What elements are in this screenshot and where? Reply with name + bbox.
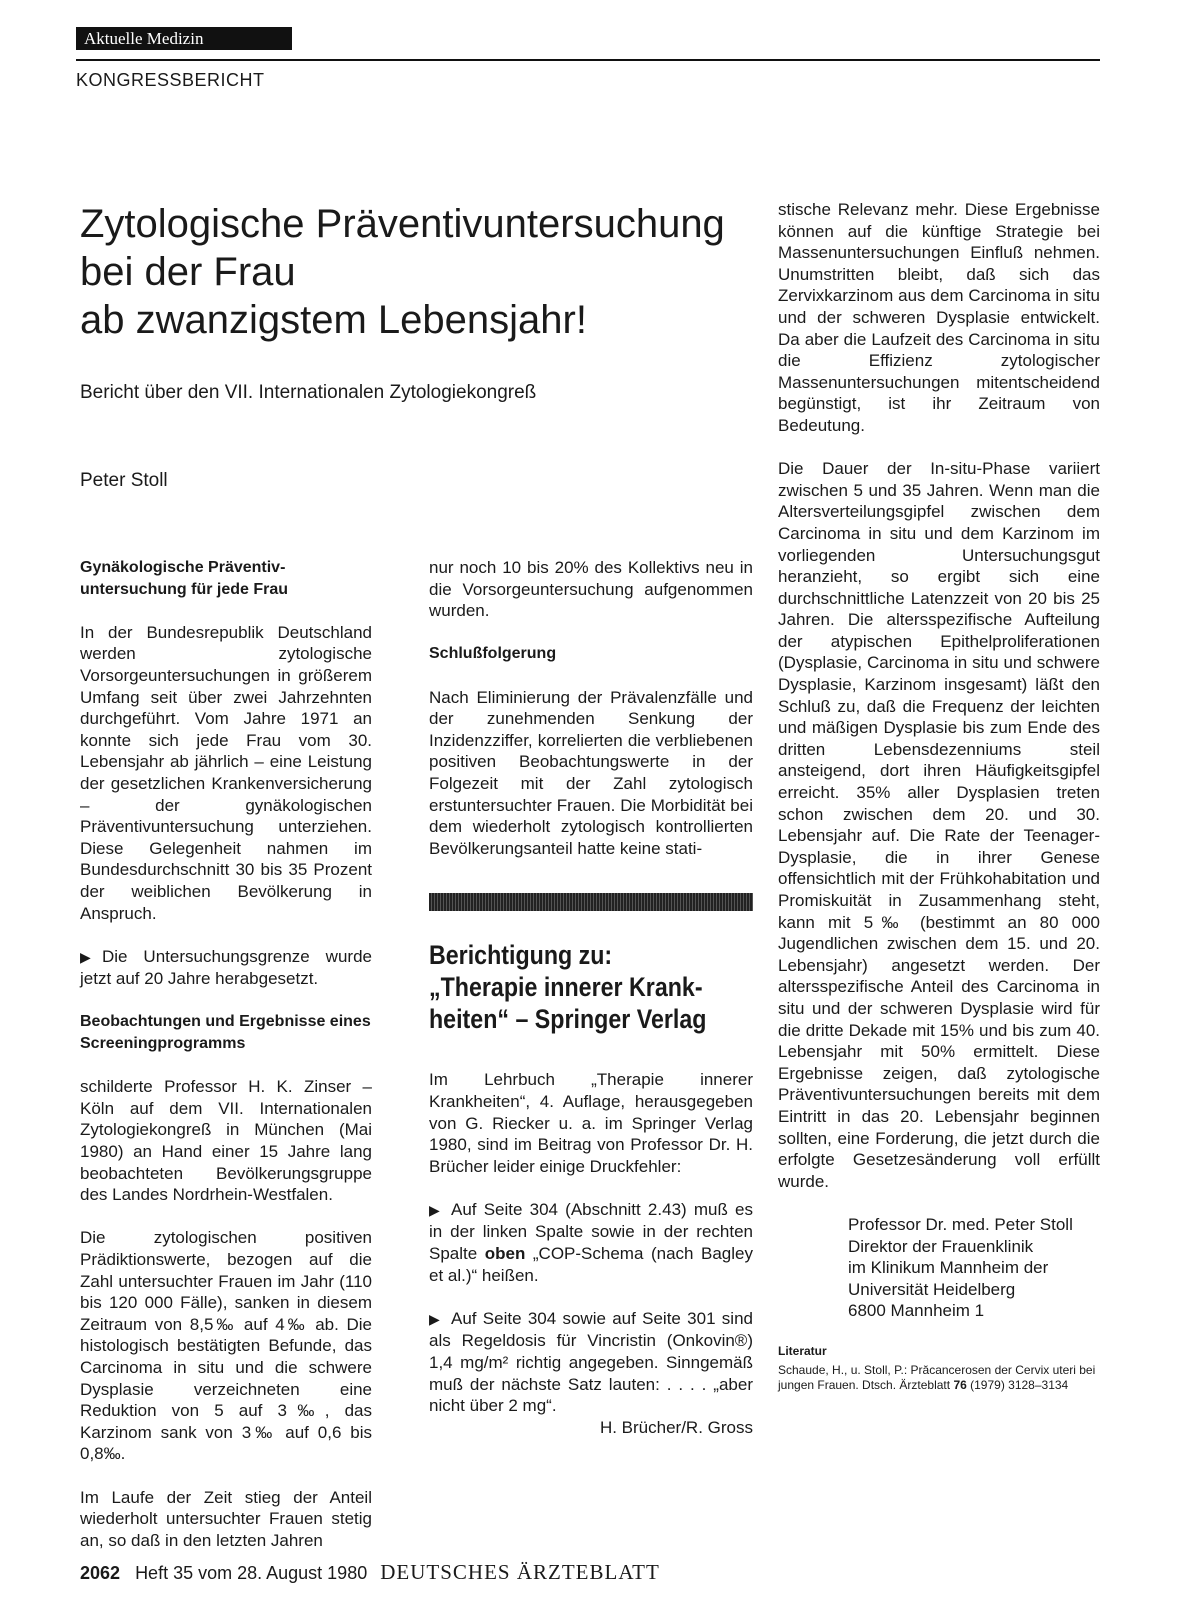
paragraph-text: Auf Seite 304 sowie auf Seite 301 sind als Regeldosis für Vincristin (Onkovin®) 1,4 mg/m² richtig angegeben. Sinngemäß muß der nächste Satz lauten: . . . . „aber nicht über 2 mg“. (429, 1308, 753, 1416)
paragraph-text: Die Untersuchungsgrenze wurde jetzt auf 20 Jahre herabgesetzt. (80, 946, 372, 989)
paragraph: schilderte Professor H. K. Zinser – Köln auf dem VII. Internationalen Zytologiekongreß in München (Mai 1980) an Hand einer 15 Jahre lang beobachteten Bevölkerungsgruppe des Landes Nordrhein-Westfalen. (80, 1077, 372, 1205)
section-tag: Aktuelle Medizin (76, 27, 292, 50)
paragraph: In der Bundesrepublik Deutschland werden zytologische Vorsorgeuntersuchungen in größerem Umfang seit über zwei Jahrzehnten durchgeführt. Vom Jahre 1971 an konnte sich jede Frau vom 30. Lebensjahr ab jährlich – eine Leistung der gesetzlichen Krankenversicherung – der gynäkologischen Präventivuntersuchung unterziehen. Diese Gelegenheit nahmen im Bundesdurchschnitt 30 bis 35 Prozent der weiblichen Bevölkerung in Anspruch. (80, 622, 372, 923)
issue-info: Heft 35 vom 28. August 1980 (135, 1563, 368, 1583)
kicker: KONGRESSBERICHT (76, 70, 265, 90)
triangle-bullet-icon: ▶ (429, 1201, 440, 1218)
title-line: ab zwanzigstem Lebensjahr! (80, 298, 587, 342)
section-heading: Beobachtungen und Ergebnisse eines Screeningprogramms (80, 1013, 371, 1053)
paragraph: Die Dauer der In-situ-Phase variiert zwischen 5 und 35 Jahren. Wenn man die Altersverteilungsgipfel zwischen dem Carcinoma in situ und dem Karzinom im vorliegenden Untersuchungsgut heranzieht, so ergibt sich eine durchschnittliche Latenzzeit von 20 bis 25 Jahren. Die altersspezifische Aufteilung der atypischen Epithelproliferationen (Dysplasie, Carcinoma in situ und schwere Dysplasie, Karzinom insgesamt) läßt den Schluß zu, daß die Frequenz der leichten und mäßigen Dysplasie bis zum Ende des dritten Lebensdezenniums steil ansteigend, dort ihren Häufigkeitsgipfel erreicht. 35% aller Dysplasien treten schon zwischen dem 20. und 30. Lebensjahr auf. Die Rate der Teenager-Dysplasie, die in ihrer Genese offensichtlich mit der Frühkohabitation und Promiskuität in Zusammenhang steht, kann mit 5‰ (bestimmt an 80 000 Jugendlichen zwischen dem 15. und 20. Lebensjahr) angesetzt werden. Der altersspezifische Anteil des Carcinoma in situ und der schweren Dysplasie wird für die dritte Dekade mit 15% und bis zum 40. Lebensjahr mit 50% ermittelt. Diese Ergebnisse zeigen, daß zytologische Präventivuntersuchungen bereits mit dem Eintritt in das 20. Lebensjahr beginnen sollten, eine Forderung, die jetzt durch die erfolgte Gesetzesänderung voll erfüllt wurde. (778, 459, 1100, 1191)
paragraph: Im Lehrbuch „Therapie innerer Krankheiten“, 4. Auflage, herausgegeben von G. Riecker u. a. im Springer Verlag 1980, sind im Beitrag von Professor Dr. H. Brücher leider einige Druckfehler: (429, 1070, 753, 1176)
literature-entry (778, 1363, 1100, 1393)
paragraph: Im Laufe der Zeit stieg der Anteil wiederholt untersuchter Frauen stetig an, so daß in den letzten Jahren (80, 1487, 372, 1550)
paragraph: nur noch 10 bis 20% des Kollektivs neu in die Vorsorgeuntersuchung aufgenommen wurden. (429, 558, 753, 621)
article-subtitle: Bericht über den VII. Internationalen Zytologiekongreß (80, 382, 537, 403)
correction-signature: H. Brücher/R. Gross (599, 1417, 753, 1437)
header-rule (76, 59, 1100, 61)
journal-name: DEUTSCHES ÄRZTEBLATT (380, 1560, 660, 1584)
correction-title-line: „Therapie innerer Krank- (429, 972, 703, 1003)
address-line: Direktor der Frauenklinik (848, 1236, 1034, 1256)
correction-title (429, 939, 753, 1035)
paragraph: stische Relevanz mehr. Diese Ergebnisse können auf die künftige Strategie bei Massenuntersuchungen Einfluß nehmen. Unumstritten bleibt, daß sich das Zervixkarzinom aus dem Carcinoma in situ und der schweren Dysplasie entwickelt. Da aber die Laufzeit des Carcinoma in situ die Effizienz zytologischer Massenuntersuchungen mitentscheidend begünstigt, ist ihr Zeitraum von Bedeutung. (778, 200, 1100, 435)
column-3 (778, 199, 1100, 1414)
paragraph-text: Auf Seite 304 (Abschnitt 2.43) muß es in der linken Spalte sowie in der rechten Spalte (429, 1199, 753, 1264)
article-title (80, 200, 770, 344)
paragraph (80, 946, 372, 990)
triangle-bullet-icon: ▶ (429, 1310, 440, 1327)
address-line: 6800 Mannheim 1 (848, 1301, 985, 1321)
section-heading: Gynäkologische Präventiv-untersuchung für jede Frau (80, 559, 289, 598)
page-number: 2062 (80, 1563, 121, 1583)
paragraph (429, 1308, 753, 1439)
literature-heading: Literatur (778, 1343, 827, 1358)
address-line: im Klinikum Mannheim der (848, 1258, 1049, 1278)
emphasis: oben (484, 1244, 526, 1264)
literature-text: Schaude, H., u. Stoll, P.: Prăcancerosen der Cervix uteri bei jungen Frauen. Dtsch. Ärzteblatt (778, 1362, 1096, 1392)
literature-volume: 76 (953, 1377, 967, 1392)
correction-title-line: heiten“ – Springer Verlag (429, 1004, 707, 1035)
title-line: Zytologische Präventivuntersuchung (80, 202, 725, 246)
section-heading: Schlußfolgerung (429, 645, 557, 663)
literature-text: (1979) 3128–3134 (966, 1377, 1069, 1392)
author-address (848, 1214, 1100, 1322)
paragraph-text: „COP-Schema (nach Bagley et al.)“ heißen. (429, 1244, 753, 1285)
title-line: bei der Frau (80, 250, 296, 294)
correction-title-line: Berichtigung zu: (429, 940, 613, 971)
triangle-bullet-icon: ▶ (80, 948, 91, 965)
article-author: Peter Stoll (80, 470, 168, 491)
address-line: Professor Dr. med. Peter Stoll (848, 1214, 1073, 1234)
column-2 (429, 557, 753, 1460)
box-divider-bar (429, 893, 753, 911)
address-line: Universität Heidelberg (848, 1279, 1016, 1299)
paragraph: Die zytologischen positiven Prädiktionswerte, bezogen auf die Zahl untersuchter Frauen im Jahr (110 bis 120 000 Fälle), sanken in diesem Zeitraum von 8,5‰ auf 4‰ ab. Die histologisch bestätigten Befunde, das Carcinoma in situ und die schwere Dysplasie verzeichneten eine Reduktion von 5 auf 3‰, das Karzinom sank von 3‰ auf 0,6 bis 0,8‰. (80, 1228, 372, 1464)
page-footer (80, 1560, 660, 1585)
paragraph: Nach Eliminierung der Prävalenzfälle und der zunehmenden Senkung der Inzidenzziffer, korrelierten die verbliebenen positiven Beobachtungswerte in der Folgezeit mit der Zahl zytologisch erstuntersuchter Frauen. Die Morbidität bei dem wiederholt zytologisch kontrollierten Bevölkerungsanteil hatte keine stati- (429, 687, 753, 858)
column-1 (80, 557, 372, 1573)
paragraph (429, 1199, 753, 1286)
